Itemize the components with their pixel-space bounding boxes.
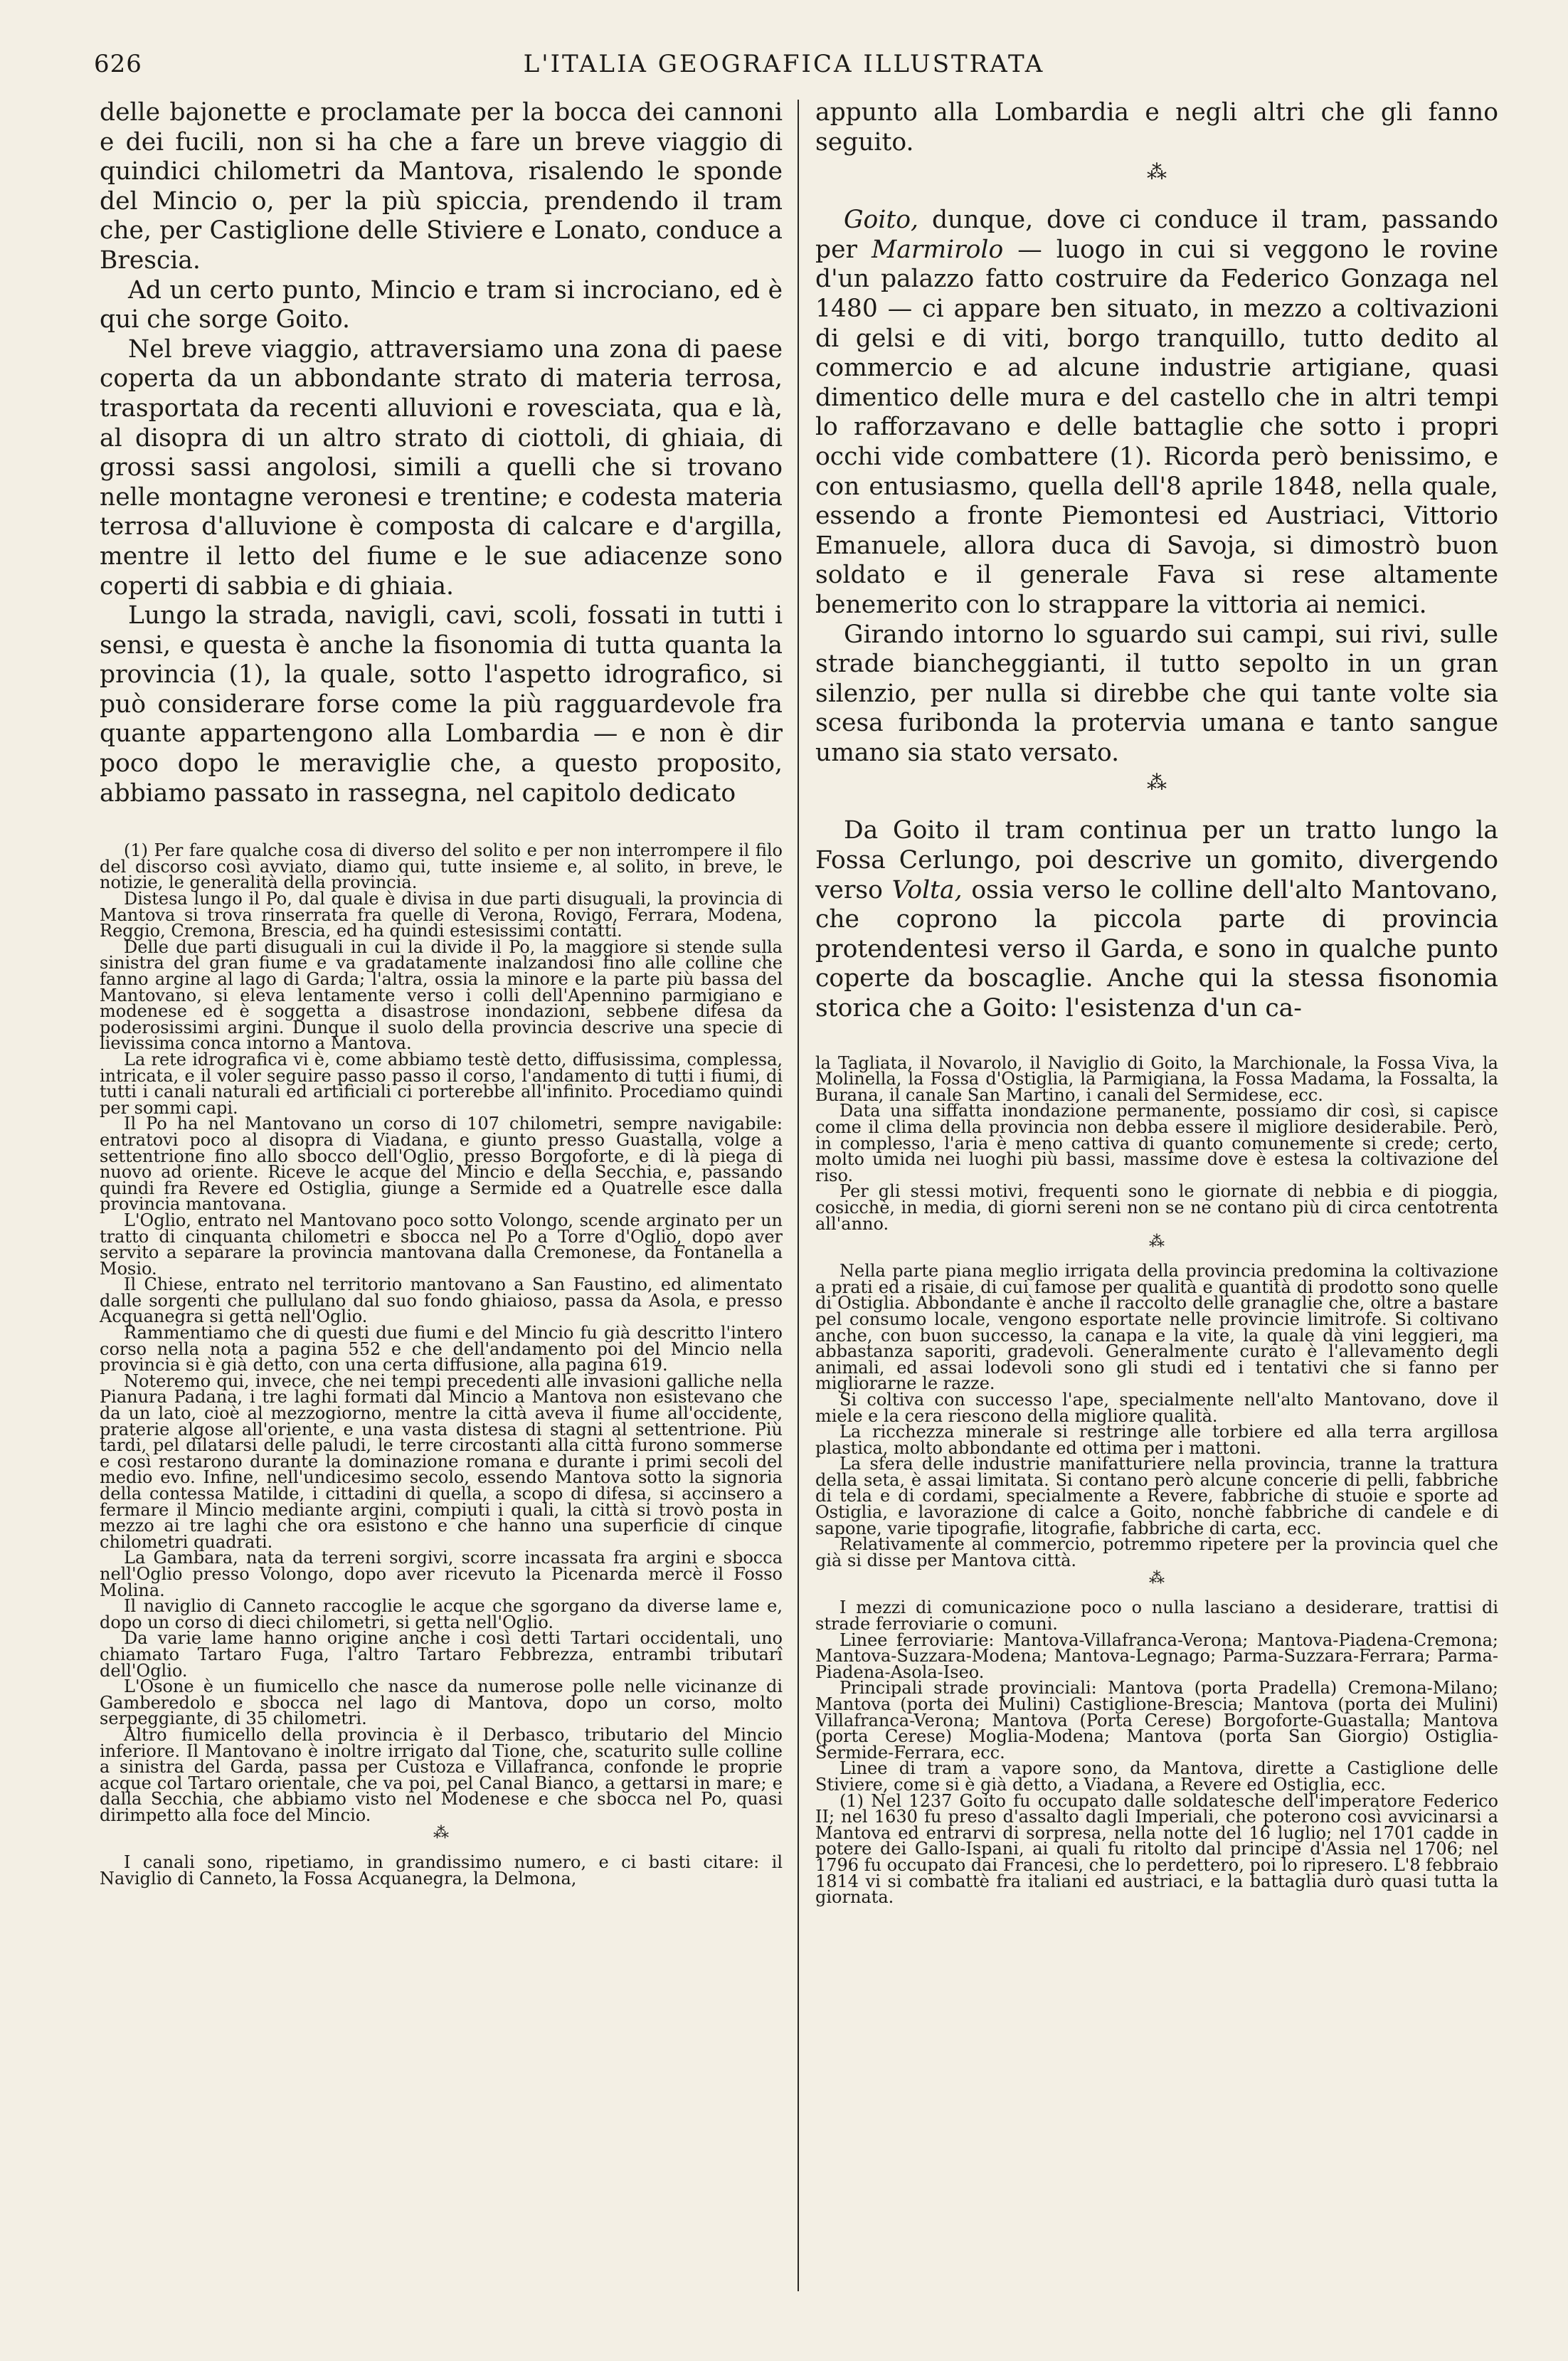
footnote-paragraph: (1) Nel 1237 Goito fu occupato dalle soldatesche dell'imperatore Federico II; nel 1630 fu preso d'assalto dagli Imperiali, che poterono così avvicinarsi a Mantova ed entrarvi di sorpresa, nella notte del 16 luglio; nel 1701 cadde in potere dei Gallo-Ispani, ai quali fu ritolto dal principe d'Assia nel 1706; nel 1796 fu occupato dai Francesi, che lo perdettero, poi lo ripresero. L'8 febbraio 1814 vi si combattè fra italiani ed austriaci, e la battaglia durò quasi tutta la giornata. — [815, 1790, 1498, 1908]
footnote-paragraph: La Gambara, nata da terreni sorgivi, scorre incassata fra argini e sbocca nell'Oglio presso Volongo, dopo aver ricevuto la Picenarda mercè il Fosso Molina. — [100, 1548, 783, 1600]
footnote-paragraph: Delle due parti disuguali in cui la divide il Po, la maggiore si stende sulla sinistra del gran fiume e va gradatamente inalzandosi fino alle colline che fanno argine al lago di Garda; l'altra, ossia la minore e la parte più bassa del Mantovano, si eleva lentamente verso i colli dell'Apennino parmigiano e modenese ed è soggetta a disastrose inondazioni, sebbene difesa da poderosissimi argini. Dunque il suolo della provincia descrive una specie di lievissima conca intorno a Mantova. — [100, 936, 783, 1054]
section-separator: ⁂ — [1149, 1233, 1165, 1252]
footnotes-continued — [815, 1052, 1498, 1908]
body-paragraph: appunto alla Lombardia e negli altri che gli fanno seguito. — [815, 98, 1498, 157]
spacer — [815, 1024, 1498, 1055]
body-paragraph: Ad un certo punto, Mincio e tram si incrociano, ed è qui che sorge Goito. — [100, 275, 783, 334]
place-name: Marmirolo — [872, 235, 1004, 264]
footnote-paragraph: Il naviglio di Canneto raccoglie le acque che sgorgano da diverse lame e, dopo un corso di dieci chilometri, si getta nell'Oglio. — [100, 1596, 783, 1632]
place-name: Goito, — [844, 206, 918, 235]
footnote-paragraph: Il Chiese, entrato nel territorio mantovano a San Faustino, ed alimentato dalle sorgenti che pullulano dal suo fondo ghiaioso, passa da Asola, e presso Acquanegra si getta nell'Oglio. — [100, 1274, 783, 1327]
body-paragraph: Lungo la strada, navigli, cavi, scoli, fossati in tutti i sensi, e questa è anche la fisonomia di tutta quanta la provincia (1), la quale, sotto l'aspetto idrografico, si può considerare forse come la più ragguardevole fra quante appartengono alla Lombardia — e non è dir poco dopo le meraviglie che, a questo proposito, abbiamo passato in rassegna, nel capitolo dedicato — [100, 601, 783, 808]
section-separator: ⁂ — [1147, 160, 1167, 184]
spacer — [100, 808, 783, 843]
footnote-paragraph: I mezzi di comunicazione poco o nulla lasciano a desiderare, trattisi di strade ferroviarie o comuni. — [815, 1597, 1498, 1634]
running-title: L'ITALIA GEOGRAFICA ILLUSTRATA — [523, 50, 1045, 78]
footnote-paragraph: Per gli stessi motivi, frequenti sono le giornate di nebbia e di pioggia, cosicchè, in media, di giorni sereni non se ne contano più di circa centotrenta all'anno. — [815, 1181, 1498, 1234]
page-number: 626 — [94, 50, 142, 78]
footnote-paragraph: Relativamente al commercio, potremmo ripetere per la provincia quel che già si disse per Mantova città. — [815, 1534, 1498, 1570]
footnote-paragraph: Si coltiva con successo l'ape, specialmente nell'alto Mantovano, dove il miele e la cera riescono della migliore qualità. — [815, 1389, 1498, 1426]
footnote-paragraph: Nella parte piana meglio irrigata della provincia predomina la coltivazione a prati ed a risaie, di cui famose per qualità e quantità di prodotto sono quelle di Ostiglia. Abbondante è anche il raccolto delle granaglie che, oltre a bastare pel consumo locale, vengono esportate nelle provincie limitrofe. Si coltivano anche, con buon successo, la canapa e la vite, la quale dà vini leggieri, ma abbastanza saporiti, gradevoli. Generalmente curato è l'allevamento degli animali, ed assai lodevoli sono gli studi ed i tentativi che si fanno per migliorarne le razze. — [815, 1261, 1498, 1394]
body-paragraph: Da Goito il tram continua per un tratto lungo la Fossa Cerlungo, poi descrive un gomito, divergendo verso Volta, ossia verso le colline dell'alto Mantovano, che coprono la piccola parte di provincia protendentesi verso il Garda, e sono in qualche punto coperte da boscaglie. Anche qui la stessa fisonomia storica che a Goito: l'esistenza d'un ca- — [815, 816, 1499, 1023]
footnote-paragraph: Distesa lungo il Po, dal quale è divisa in due parti disuguali, la provincia di Mantova si trova rinserrata fra quelle di Verona, Rovigo, Ferrara, Modena, Reggio, Cremona, Brescia, ed ha quindi estesissimi contatti. — [100, 889, 783, 941]
footnote-paragraph: la Tagliata, il Novarolo, il Naviglio di Goito, la Marchionale, la Fossa Viva, la Molinella, la Fossa d'Ostiglia, la Parmigiana, la Fossa Madama, la Fossalta, la Burana, il canale San Martino, i canali del Sermidese, ecc. — [815, 1052, 1498, 1105]
footnote-paragraph: Noteremo qui, invece, che nei tempi precedenti alle invasioni galliche nella Pianura Padana, i tre laghi formati dal Mincio a Mantova non esistevano che da un lato, cioè al mezzogiorno, mentre la città aveva il fiume all'occidente, praterie algose all'oriente, e una vasta distesa di stagni al settentrione. Più tardi, pel dilatarsi delle paludi, le terre circostanti alla città furono sommerse e così restarono durante la dominazione romana e durante i primi secoli del medio evo. Infine, nell'undicesimo secolo, essendo Mantova sotto la signoria della contessa Matilde, i cittadini di quella, a scopo di difesa, si accinsero a fermare il Mincio mediante argini, compiuti i quali, la città si trovò posta in mezzo ai tre laghi che ora esistono e che hanno una superficie di cinque chilometri quadrati. — [100, 1370, 783, 1552]
footnote-paragraph: L'Osone è un fiumicello che nasce da numerose polle nelle vicinanze di Gamberedolo e sbocca nel lago di Mantova, dopo un corso, molto serpeggiante, di 35 chilometri. — [100, 1676, 783, 1729]
body-paragraph: Girando intorno lo sguardo sui campi, sui rivi, sulle strade biancheggianti, il tutto sepolto in un gran silenzio, per nulla si direbbe che qui tante volte sia scesa furibonda la protervia umana e tanto sangue umano sia stato versato. — [815, 620, 1498, 767]
footnote-paragraph: Linee di tram a vapore sono, da Mantova, dirette a Castiglione delle Stiviere, come si è già detto, a Viadana, a Revere ed Ostiglia, ecc. — [815, 1758, 1498, 1795]
footnote-paragraph: L'Oglio, entrato nel Mantovano poco sotto Volongo, scende arginato per un tratto di cinquanta chilometri e sbocca nel Po a Torre d'Oglio, dopo aver servito a separare la provincia mantovana dalla Cremonese, da Fontanella a Mosio. — [100, 1210, 783, 1279]
footnote-paragraph: I canali sono, ripetiamo, in grandissimo numero, e ci basti citare: il Naviglio di Canneto, la Fossa Acquanegra, la Delmona, — [100, 1852, 783, 1889]
body-paragraph: Goito, dunque, dove ci conduce il tram, passando per Marmirolo — luogo in cui si veggono le rovine d'un palazzo fatto costruire da Federico Gonzaga nel 1480 — ci appare ben situato, in mezzo a coltivazioni di gelsi e di viti, borgo tranquillo, tutto dedito al commercio e ad alcune industrie artigiane, quasi dimentico delle mura e del castello che in altri tempi lo rafforzavano e delle battaglie che sotto i propri occhi vide combattere (1). Ricorda però benissimo, e con entusiasmo, quella dell'8 aprile 1848, nella quale, essendo a fronte Piemontesi ed Austriaci, Vittorio Emanuele, allora duca di Savoja, si dimostrò buon soldato e il generale Fava si rese altamente benemerito con lo strappare la vittoria ai nemici. — [815, 206, 1498, 619]
footnote-paragraph: La ricchezza minerale si restringe alle torbiere ed alla terra argillosa plastica, molto abbondante ed ottima per i mattoni. — [815, 1422, 1498, 1458]
footnote-paragraph: Data una siffatta inondazione permanente, possiamo dir così, si capisce come il clima della provincia non debba essere il migliore desiderabile. Però, in complesso, l'aria è meno cattiva di quanto comunemente si crede; certo, molto umida nei luoghi più bassi, massime dove è estesa la coltivazione del riso. — [815, 1101, 1498, 1185]
footnote-paragraph: (1) Per fare qualche cosa di diverso del solito e per non interrompere il filo del discorso così avviato, diamo qui, tutte insieme e, al solito, in breve, le notizie, le generalità della provincia. — [100, 840, 783, 893]
footnotes — [100, 840, 783, 1889]
column-divider — [798, 100, 799, 2291]
footnote-paragraph: La sfera delle industrie manifatturiere nella provincia, tranne la trattura della seta, è assai limitata. Si contano però alcune concerie di pelli, fabbriche di tela e di cordami, specialmente a Revere, fabbriche di stuoie e sporte ad Ostiglia, e lavorazione di calce a Goito, nonchè fabbriche di candele e di sapone, varie tipografie, litografie, fabbriche di carta, ecc. — [815, 1454, 1498, 1538]
section-separator: ⁂ — [1147, 771, 1167, 795]
footnote-paragraph: Principali strade provinciali: Mantova (porta Pradella) Cremona-Milano; Mantova (porta dei Mulini) Castiglione-Brescia; Mantova (porta dei Mulini) Villafranca-Verona; Mantova (Porta Cerese) Borgoforte-Guastalla; Mantova (porta Cerese) Moglia-Modena; Mantova (porta San Giorgio) Ostiglia-Sermide-Ferrara, ecc. — [815, 1678, 1498, 1763]
footnote-paragraph: Altro fiumicello della provincia è il Derbasco, tributario del Mincio inferiore. Il Mantovano è inoltre irrigato dal Tione, che, scaturito sulle colline a sinistra del Garda, passa per Custoza e Villafranca, confonde le proprie acque col Tartaro orientale, che va poi, pel Canal Bianco, a gettarsi in mare; e dalla Secchia, che abbiamo visto nel Modenese e che sbocca nel Po, quasi dirimpetto alla foce del Mincio. — [100, 1724, 783, 1825]
body-paragraph: Nel breve viaggio, attraversiamo una zona di paese coperta da un abbondante strato di materia terrosa, trasportata da recenti alluvioni e rovesciata, qua e là, al disopra di un altro strato di ciottoli, di ghiaia, di grossi sassi angolosi, simili a quelli che si trovano nelle montagne veronesi e trentine; e codesta materia terrosa d'alluvione è composta di calcare e d'argilla, mentre il letto del fiume e le sue adiacenze sono coperti di sabbia e di ghiaia. — [100, 334, 783, 601]
footnote-paragraph: Il Po ha nel Mantovano un corso di 107 chilometri, sempre navigabile: entratovi poco al disopra di Viadana, e giunto presso Guastalla, volge a settentrione fino allo sbocco dell'Oglio, presso Borgoforte, e di là piega di nuovo ad oriente. Riceve le acque del Mincio e della Secchia, e, passando quindi fra Revere ed Ostiglia, giunge a Sermide ed a Quatrelle esce dalla provincia mantovana. — [100, 1114, 783, 1215]
footnote-paragraph: Da varie lame hanno origine anche i così detti Tartari occidentali, uno chiamato Tartaro Fuga, l'altro Tartaro Febbrezza, entrambi tributarî dell'Oglio. — [100, 1628, 783, 1681]
body-paragraph: delle bajonette e proclamate per la bocca dei cannoni e dei fucili, non si ha che a fare un breve viaggio di quindici chilometri da Mantova, risalendo le sponde del Mincio o, per la più spiccia, prendendo il tram che, per Castiglione delle Stiviere e Lonato, conduce a Brescia. — [100, 98, 783, 275]
footnote-paragraph: Linee ferroviarie: Mantova-Villafranca-Verona; Mantova-Piadena-Cremona; Mantova-Suzzara-Modena; Mantova-Legnago; Parma-Suzzara-Ferrara; Parma-Piadena-Asola-Iseo. — [815, 1630, 1498, 1682]
section-separator: ⁂ — [433, 1824, 449, 1843]
page-header — [0, 50, 1568, 85]
place-name: Volta, — [891, 875, 963, 904]
left-column — [100, 98, 783, 1887]
section-separator: ⁂ — [1149, 1570, 1165, 1588]
footnote-paragraph: La rete idrografica vi è, come abbiamo testè detto, diffusissima, complessa, intricata, e il voler seguire passo passo il corso, l'andamento di tutti i fiumi, di tutti i canali naturali ed artificiali ci porterebbe all'infinito. Procediamo quindi per sommi capi. — [100, 1049, 783, 1118]
footnote-paragraph: Rammentiamo che di questi due fiumi e del Mincio fu già descritto l'intero corso nella nota a pagina 552 e che dell'andamento poi del Mincio nella provincia si è già detto, con una certa diffusione, alla pagina 619. — [100, 1323, 783, 1375]
right-column — [815, 98, 1498, 1906]
